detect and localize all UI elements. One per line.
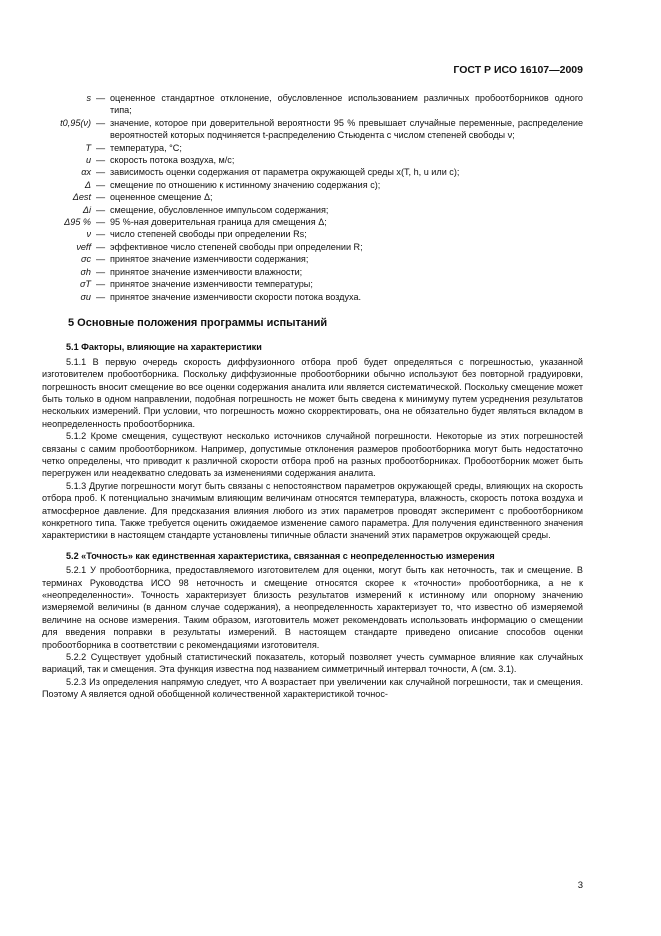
- definition-dash: —: [95, 291, 106, 302]
- definition-text: принятое значение изменчивости влажности;: [110, 266, 303, 277]
- definition-symbol: σh: [80, 266, 91, 277]
- definition-dash: —: [95, 266, 106, 277]
- definition-dash: —: [95, 229, 106, 240]
- definition-dash: —: [95, 142, 106, 153]
- definition-item: [42, 228, 583, 240]
- definition-text: температура, °С;: [110, 142, 182, 153]
- definition-dash: —: [95, 179, 106, 190]
- definition-symbol: s: [86, 93, 91, 103]
- definition-item: [42, 204, 583, 216]
- definition-text: число степеней свободы при определении Rs;: [110, 229, 307, 240]
- definition-dash: —: [95, 155, 106, 166]
- definition-text: оцененное стандартное отклонение, обусловленное использованием различных пробоотборников одного типа;: [110, 93, 583, 116]
- definition-symbol: ν: [86, 229, 91, 240]
- definition-item: [42, 278, 583, 290]
- definition-symbol: Δi: [82, 204, 91, 215]
- page-content: [42, 92, 583, 701]
- definition-item: [42, 191, 583, 203]
- definition-text: принятое значение изменчивости температуры;: [110, 279, 313, 290]
- definition-text: смещение по отношению к истинному значению содержания c);: [110, 179, 381, 190]
- definition-item: [42, 216, 583, 228]
- definition-text: принятое значение изменчивости скорости потока воздуха.: [110, 291, 362, 302]
- definition-dash: —: [95, 93, 106, 103]
- page-number: 3: [577, 880, 583, 891]
- definition-item: [42, 92, 583, 117]
- definition-item: [42, 179, 583, 191]
- definition-text: эффективное число степеней свободы при определении R;: [110, 241, 363, 252]
- paragraph: 5.2.1 У пробоотборника, предоставляемого изготовителем для оценки, могут быть как неточность, так и смещение. В терминах Руководства ИСО 98 неточность и смещение относятся скорее к «точности» пробоотборника, а не к «неопределенности». Точность характеризует близость результатов измерений к истинному или опорному значению измеряемой величины (в данном случае содержания), а неопределенность характеризует то, что известно об измеряемой величине на основе измерения. Таким образом, изготовитель может рекомендовать использовать информацию о смещении для введения поправки в результаты измерений. В настоящем стандарте приведено описание способов оценки пробоотборника в соответствии с рекомендациями изготовителя.: [42, 565, 583, 650]
- definition-item: [42, 253, 583, 265]
- definition-item: [42, 166, 583, 178]
- definition-symbol: Δ: [84, 179, 91, 190]
- definitions-list: [42, 92, 583, 303]
- definition-symbol: αx: [81, 167, 91, 178]
- subsection-heading: 5.2 «Точность» как единственная характеристика, связанная с неопределенностью измерения: [66, 550, 495, 561]
- definition-text: оцененное смещение Δ;: [110, 192, 213, 203]
- definition-symbol: νeff: [76, 241, 91, 252]
- definition-symbol: σu: [80, 291, 91, 302]
- definition-dash: —: [95, 279, 106, 290]
- definition-dash: —: [95, 167, 106, 178]
- definition-symbol: Δest: [72, 192, 91, 203]
- paragraph: 5.1.3 Другие погрешности могут быть связаны с непостоянством параметров окружающей среды, влияющих на скорость отбора проб. К потенциально значимым влияющим величинам относятся температура, влажность, скорость потока воздуха и атмосферное давление. Для предсказания влияния любого из этих параметров проводят эксперимент с пробоотборником конкретного типа. Также требуется оценить ожидаемое изменение самого параметра. Для получения единственного значения характеристики в настоящем стандарте установлены типичные области значений этих параметров окружающей среды.: [42, 480, 583, 541]
- definition-item: [42, 291, 583, 303]
- definition-dash: —: [95, 241, 106, 252]
- section-heading: 5 Основные положения программы испытаний: [68, 316, 328, 329]
- definition-text: принятое значение изменчивости содержания;: [110, 254, 309, 265]
- definition-item: [42, 154, 583, 166]
- definition-symbol: T: [85, 142, 91, 153]
- definition-dash: —: [95, 217, 106, 228]
- definition-symbol: u: [85, 155, 91, 166]
- definition-item: [42, 117, 583, 142]
- paragraph: 5.1.1 В первую очередь скорость диффузионного отбора проб будет определяться с погрешностью, указанной изготовителем пробоотборника. Поскольку диффузионные пробоотборники обычно используют без повторной градуировки, погрешность вносит смещение во все оценки содержания аналита или является систематической. Поскольку смещение может быть только в одном направлении, подобная погрешность не может быть сведена к минимуму путем усреднения результатов нескольких измерений. При условии, что погрешность можно скорректировать, она не обязательно будет являться вкладом в неопределенность пробоотборника.: [42, 356, 583, 429]
- definition-item: [42, 241, 583, 253]
- definition-symbol: σT: [79, 279, 91, 290]
- definition-dash: —: [95, 254, 106, 265]
- paragraph: 5.2.2 Существует удобный статистический показатель, который позволяет учесть суммарное влияние как случайных вариаций, так и смещения. Эта функция известна под названием симметричный интервал точности, A (см. 3.1).: [42, 652, 583, 675]
- definition-dash: —: [95, 204, 106, 215]
- definition-item: [42, 142, 583, 154]
- definition-dash: —: [95, 117, 106, 128]
- paragraph: 5.1.2 Кроме смещения, существуют несколько источников случайной погрешности. Некоторые из этих погрешностей связаны с самим пробоотборником. Например, допустимые отклонения размеров пробоотборника могут быть недостаточно четко определены, что приводит к различной скорости отбора проб на разных пробоотборниках. Пробоотборник может быть перегружен или неадекватно следовать за изменениями содержания аналита.: [42, 431, 583, 479]
- definition-symbol: σc: [80, 254, 91, 265]
- definition-text: значение, которое при доверительной вероятности 95 % превышает случайные переменные, распределение вероятностей которых подчиняется t-распределению Стьюдента с числом степеней свободы ν;: [110, 117, 583, 141]
- document-header: ГОСТ Р ИСО 16107—2009: [453, 64, 583, 76]
- definition-text: скорость потока воздуха, м/с;: [110, 155, 235, 166]
- definition-text: зависимость оценки содержания от параметра окружающей среды x(T, h, u или c);: [110, 167, 460, 178]
- definition-symbol: Δ95 %: [64, 217, 91, 228]
- definition-text: смещение, обусловленное импульсом содержания;: [110, 204, 329, 215]
- definition-item: [42, 266, 583, 278]
- definition-text: 95 %-ная доверительная граница для смещения Δ;: [110, 217, 327, 228]
- paragraph: 5.2.3 Из определения напрямую следует, что A возрастает при увеличении как случайной погрешности, так и смещения. Поэтому A является одной обобщенной количественной характеристикой точнос-: [42, 676, 583, 700]
- definition-dash: —: [95, 192, 106, 203]
- subsection-heading: 5.1 Факторы, влияющие на характеристики: [66, 342, 262, 353]
- definition-symbol: t0,95(ν): [60, 117, 91, 128]
